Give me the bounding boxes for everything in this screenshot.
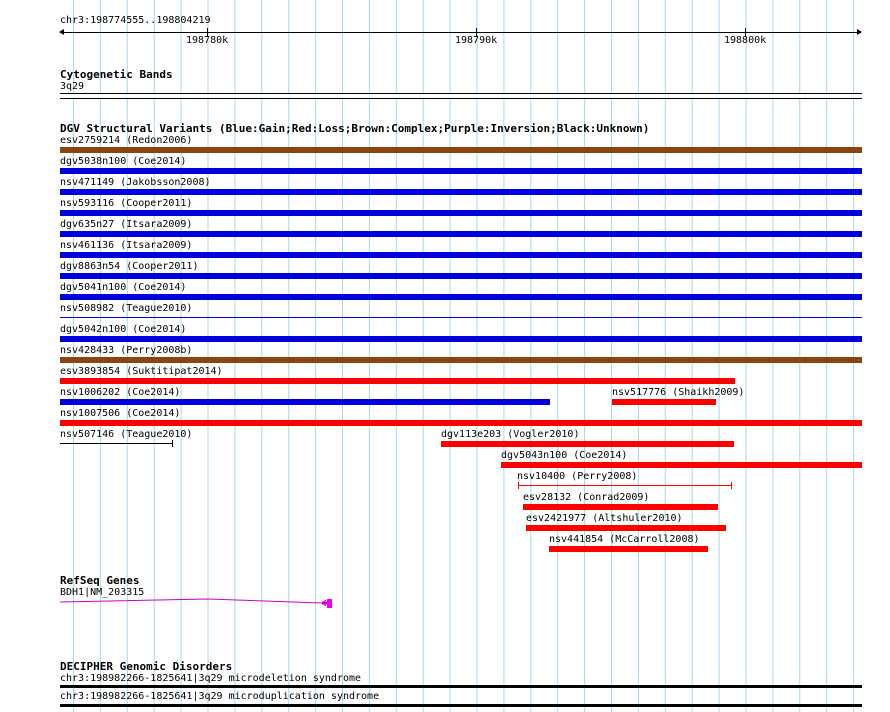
variant-label: nsv461136 (Itsara2009): [60, 240, 193, 251]
variant-end-tick: [731, 482, 732, 489]
variant-bar-gain[interactable]: [60, 231, 862, 237]
disorder-bar[interactable]: [60, 685, 862, 688]
variant-bar-loss[interactable]: [549, 546, 708, 552]
variant-bar-gain-thin[interactable]: [60, 317, 862, 318]
variant-bar-loss[interactable]: [501, 462, 862, 468]
ruler-location-label: chr3:198774555..198804219: [60, 15, 211, 26]
variant-bar-gain[interactable]: [60, 189, 862, 195]
decipher-track-title: DECIPHER Genomic Disorders: [60, 660, 233, 673]
variant-label: dgv5038n100 (Coe2014): [60, 156, 187, 167]
disorder-bar[interactable]: [60, 704, 862, 707]
variant-end-tick: [172, 440, 173, 447]
variant-label: nsv1007506 (Coe2014): [60, 408, 181, 419]
gene-intron-line: [60, 599, 322, 603]
variant-bar-loss[interactable]: [60, 378, 735, 384]
variant-bar-loss[interactable]: [523, 504, 718, 510]
ruler-tick-label: 198790k: [455, 35, 498, 46]
variant-label: esv2759214 (Redon2006): [60, 135, 193, 146]
variant-label: dgv8863n54 (Cooper2011): [60, 261, 199, 272]
variant-bar-loss-thin[interactable]: [518, 485, 732, 486]
variant-label: nsv471149 (Jakobsson2008): [60, 177, 211, 188]
gene-model[interactable]: [60, 596, 340, 610]
variant-label: dgv635n27 (Itsara2009): [60, 219, 193, 230]
variant-label: nsv1006202 (Coe2014): [60, 387, 181, 398]
variant-bar-gain[interactable]: [60, 168, 862, 174]
variant-bar-loss[interactable]: [441, 441, 734, 447]
cytoband-track-title: Cytogenetic Bands: [60, 68, 173, 81]
gene-exon: [327, 599, 332, 608]
variant-label: dgv5042n100 (Coe2014): [60, 324, 187, 335]
variant-bar-gain[interactable]: [60, 294, 862, 300]
variant-bar-loss[interactable]: [60, 420, 862, 426]
variant-label: nsv10400 (Perry2008): [517, 471, 638, 482]
variant-label: nsv507146 (Teague2010): [60, 429, 193, 440]
variant-bar-loss[interactable]: [526, 525, 726, 531]
variant-label: nsv593116 (Cooper2011): [60, 198, 193, 209]
variant-bar-gain[interactable]: [60, 336, 862, 342]
variant-label: esv2421977 (Altshuler2010): [526, 513, 683, 524]
variant-label: dgv5041n100 (Coe2014): [60, 282, 187, 293]
disorder-label: chr3:198982266-1825641|3q29 microduplication syndrome: [60, 691, 380, 702]
variant-bar-gain[interactable]: [60, 399, 550, 405]
dgv-track-title: DGV Structural Variants (Blue:Gain;Red:Loss;Brown:Complex;Purple:Inversion;Black:Unknown): [60, 122, 650, 135]
refseq-track-title: RefSeq Genes: [60, 574, 140, 587]
variant-bar-gain[interactable]: [60, 273, 862, 279]
variant-bar-gain[interactable]: [60, 252, 862, 258]
variant-label: esv28132 (Conrad2009): [523, 492, 650, 503]
variant-bar-complex[interactable]: [60, 357, 862, 363]
ruler-tick-label: 198800k: [724, 35, 767, 46]
disorder-label: chr3:198982266-1825641|3q29 microdeletion syndrome: [60, 673, 362, 684]
variant-label: nsv428433 (Perry2008b): [60, 345, 193, 356]
variant-bar-gain[interactable]: [60, 210, 862, 216]
ruler-axis[interactable]: [60, 32, 861, 33]
ruler-right-arrow-icon: [857, 29, 862, 35]
variant-bar-unknown[interactable]: [60, 443, 173, 444]
cytoband-bar[interactable]: [60, 93, 862, 99]
variant-bar-complex[interactable]: [60, 147, 862, 153]
variant-label: dgv5043n100 (Coe2014): [501, 450, 628, 461]
variant-label: nsv517776 (Shaikh2009): [612, 387, 745, 398]
variant-start-tick: [518, 482, 519, 489]
ruler-left-arrow-icon: [59, 29, 64, 35]
variant-bar-loss[interactable]: [612, 399, 716, 405]
cytoband-label: 3q29: [60, 81, 85, 92]
ruler-tick-label: 198780k: [186, 35, 229, 46]
gene-label: BDH1|NM_203315: [60, 587, 145, 598]
variant-label: nsv508982 (Teague2010): [60, 303, 193, 314]
variant-label: dgv113e203 (Vogler2010): [441, 429, 580, 440]
variant-label: nsv441854 (McCarroll2008): [549, 534, 700, 545]
variant-label: esv3893854 (Suktitipat2014): [60, 366, 223, 377]
